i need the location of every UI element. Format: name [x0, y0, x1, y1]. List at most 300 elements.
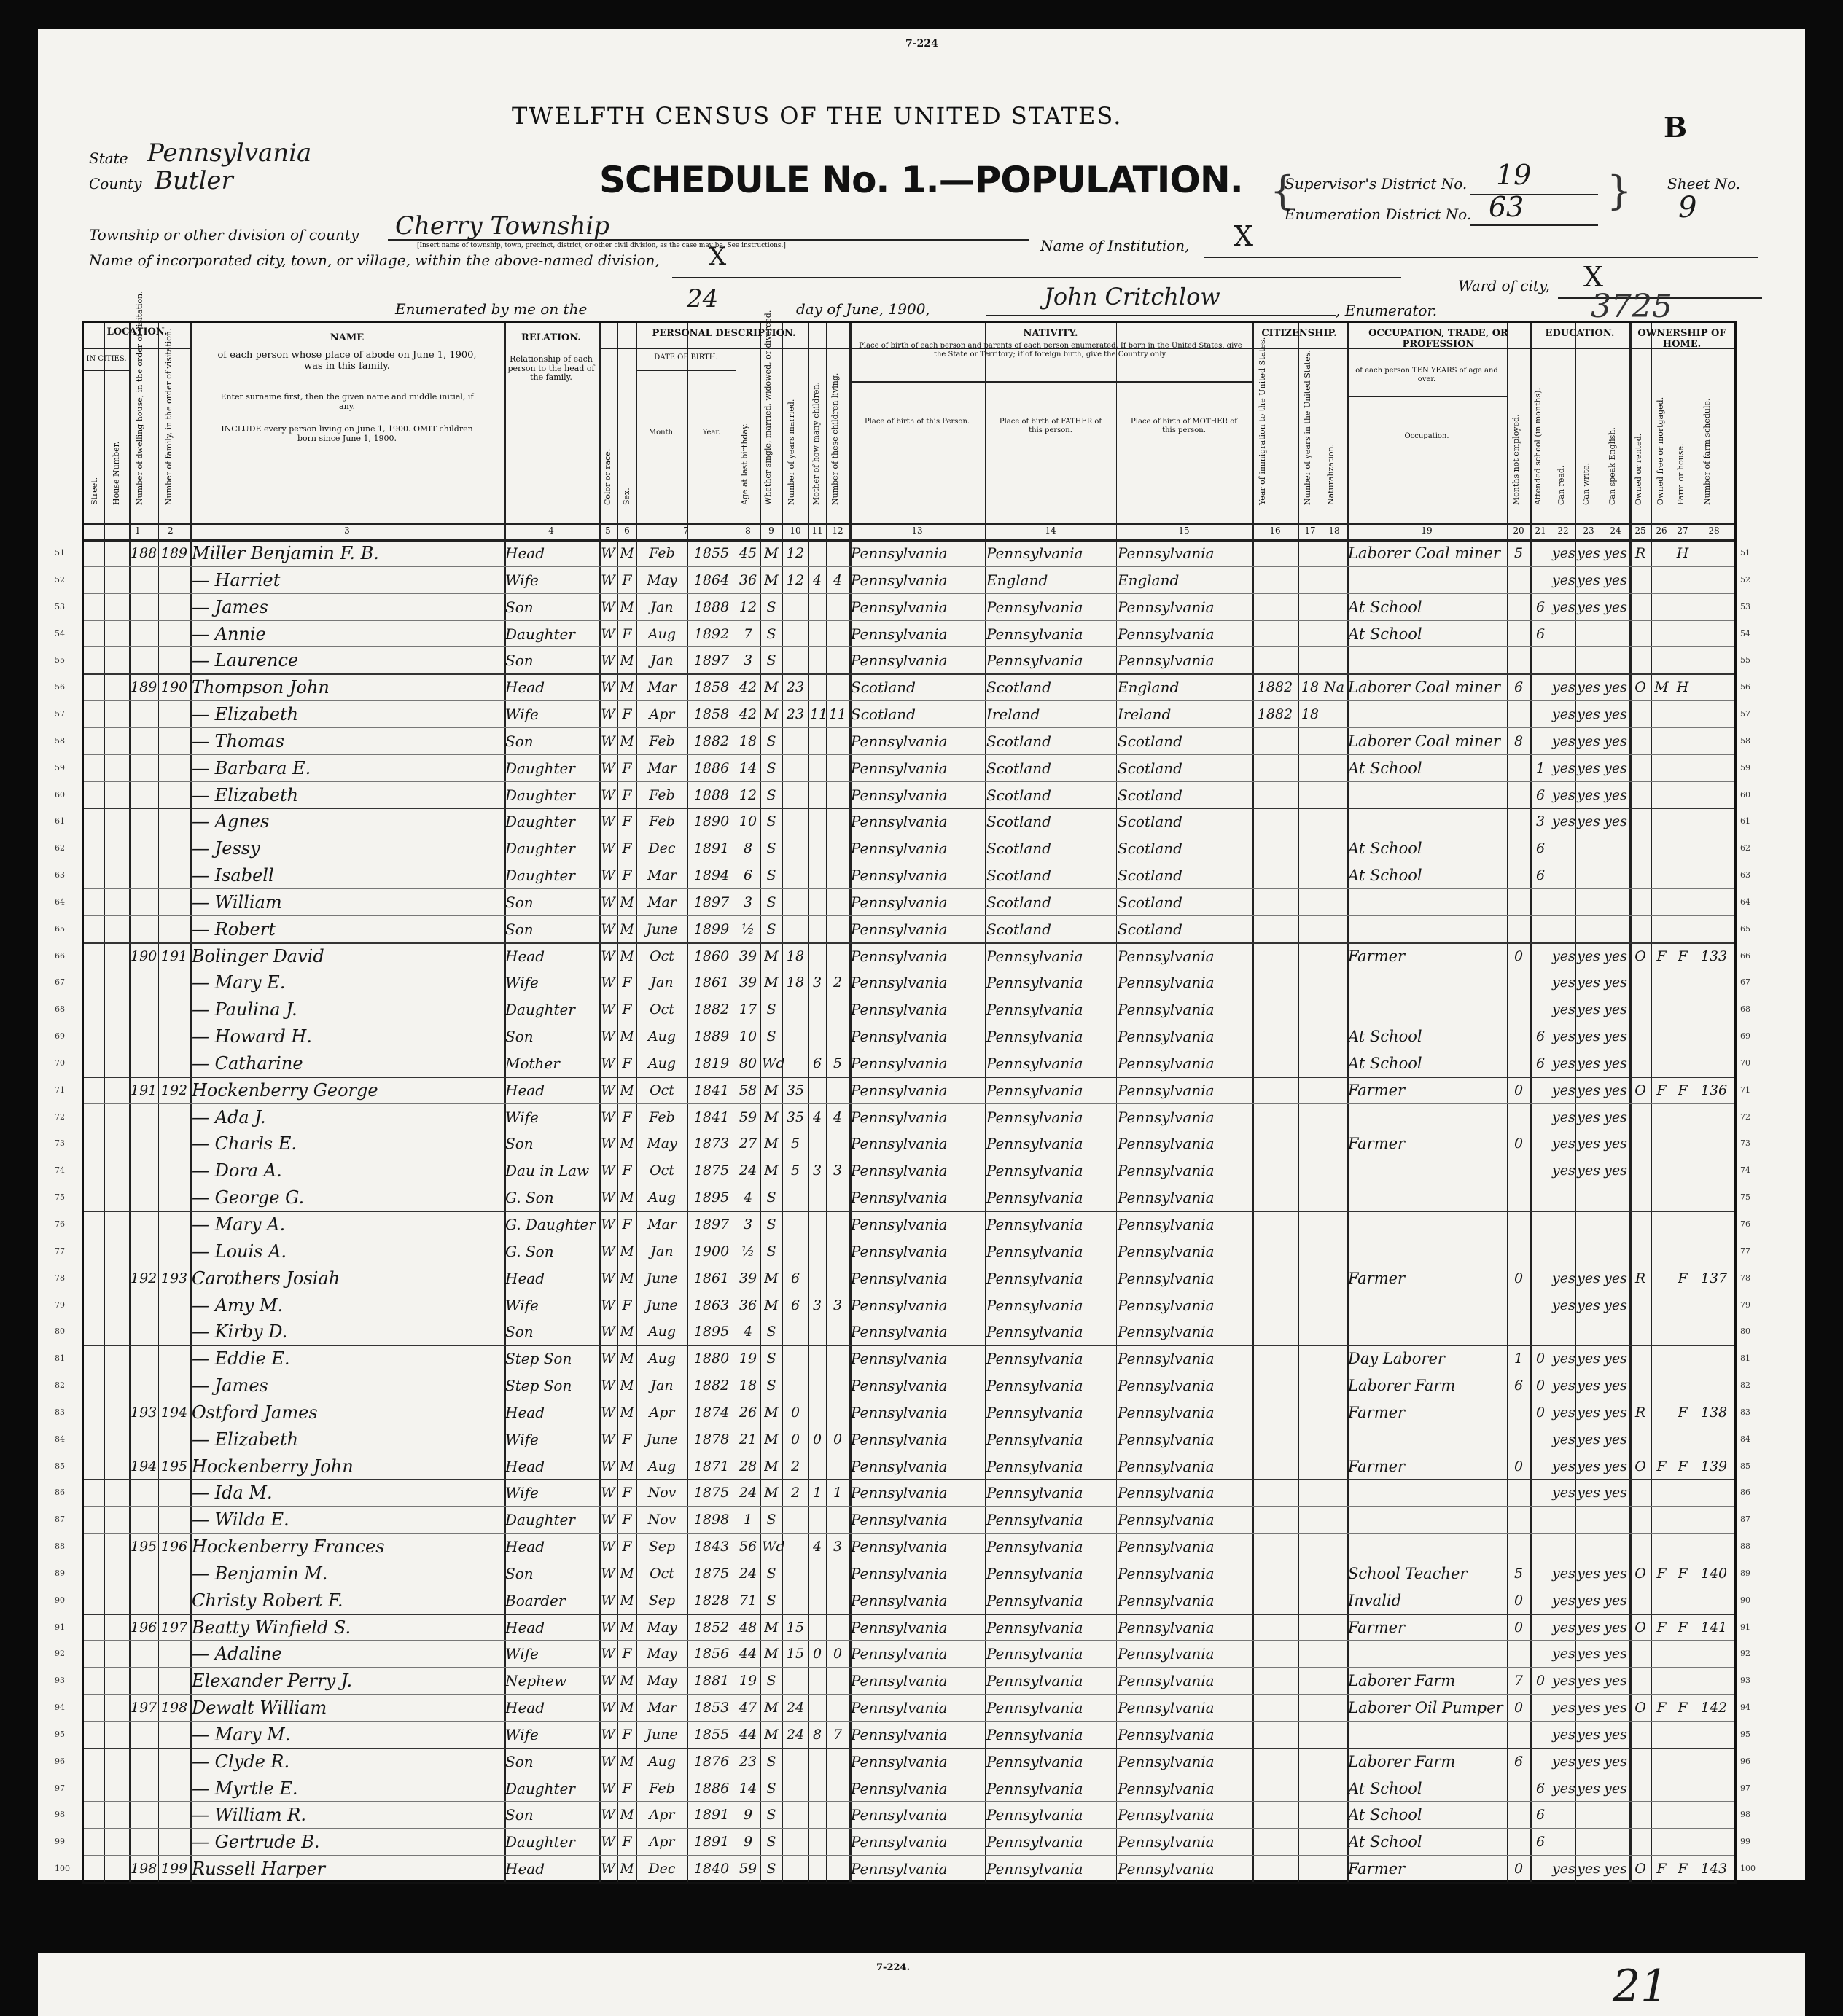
cell-color: W: [601, 1404, 615, 1421]
cell-write: yes: [1577, 598, 1600, 615]
cell-own: [1631, 1105, 1650, 1130]
header-can-speak: Can speak English.: [1608, 427, 1617, 505]
cell-bf: Pennsylvania: [986, 1081, 1083, 1099]
cell-free: F: [1656, 1619, 1667, 1636]
cell-imm: [1253, 1319, 1297, 1345]
column-divider: [826, 323, 827, 1882]
column-divider: [687, 323, 688, 1882]
cell-imm: [1253, 890, 1297, 915]
cell-bm: Pennsylvania: [1118, 1081, 1215, 1099]
line-number-left: 51: [55, 548, 65, 558]
cell-speak: yes: [1604, 1485, 1627, 1501]
cell-fam: 192: [160, 1082, 188, 1098]
cell-moc: [810, 836, 825, 862]
cell-write: [1577, 1802, 1600, 1828]
cell-occ: Laborer Coal miner: [1348, 679, 1500, 697]
cell-write: yes: [1577, 706, 1600, 723]
cell-fam: [160, 1212, 189, 1238]
cell-month: Sep: [648, 1539, 676, 1555]
cell-moc: [810, 1802, 825, 1828]
cell-bp: Pennsylvania: [851, 893, 948, 911]
line-number-right: 63: [1740, 870, 1750, 880]
cell-bf: Scotland: [986, 732, 1051, 750]
cell-imm: 1882: [1257, 706, 1293, 723]
cell-age: 39: [739, 1270, 757, 1286]
column-divider: [1575, 323, 1576, 1882]
cell-write: yes: [1577, 1404, 1600, 1421]
cell-fam: [160, 1293, 189, 1318]
cell-sex: M: [620, 652, 634, 669]
row-rule: [84, 1855, 1734, 1856]
cell-sex: F: [622, 1539, 632, 1555]
cell-sex: M: [620, 1592, 634, 1609]
cell-read: yes: [1552, 706, 1575, 723]
cell-speak: [1603, 622, 1628, 647]
cell-unemp: 0: [1513, 948, 1524, 964]
cell-age: 47: [739, 1700, 757, 1716]
cell-color: W: [601, 1539, 615, 1555]
cell-name: — Myrtle E.: [192, 1778, 298, 1799]
cell-year: 1890: [693, 813, 730, 830]
cell-ym: [784, 1561, 807, 1587]
cell-age: 18: [739, 1378, 757, 1394]
cell-school: [1532, 1078, 1549, 1103]
cell-farm: [1673, 970, 1692, 996]
cell-read: yes: [1552, 1700, 1575, 1716]
cell-ym: 12: [786, 545, 805, 561]
cell-bp: Pennsylvania: [851, 1162, 948, 1180]
cell-liv: [827, 1561, 848, 1587]
next-sheet-edge: [38, 1953, 1805, 2016]
cell-write: [1577, 1534, 1600, 1560]
cell-year: 1888: [693, 598, 730, 615]
cell-rel: Head: [505, 1860, 545, 1878]
line-number-right: 74: [1740, 1165, 1750, 1176]
cell-mar: M: [764, 1485, 779, 1501]
cell-sex: F: [622, 1646, 632, 1663]
institution-underline: [1204, 257, 1758, 258]
cell-month: Apr: [649, 706, 675, 723]
cell-own: [1631, 729, 1650, 754]
cell-bp: Pennsylvania: [851, 947, 948, 965]
cell-school: 3: [1535, 813, 1546, 830]
cell-ym: [784, 1212, 807, 1238]
cell-mar: S: [766, 1216, 776, 1232]
cell-ym: 15: [786, 1619, 805, 1636]
cell-month: Dec: [648, 840, 676, 857]
column-number: 27: [1677, 526, 1688, 536]
cell-unemp: 7: [1513, 1673, 1524, 1689]
column-divider: [636, 323, 637, 1882]
cell-read: yes: [1552, 1163, 1575, 1179]
cell-occ: Farmer: [1348, 1457, 1406, 1475]
cell-unemp: [1508, 1722, 1529, 1748]
cell-rel: G. Son: [505, 1242, 554, 1260]
cell-fs: [1695, 1105, 1733, 1130]
cell-year: 1894: [693, 867, 730, 884]
cell-write: yes: [1577, 1646, 1600, 1663]
line-number-left: 85: [55, 1461, 65, 1471]
cell-free: [1653, 1293, 1670, 1318]
cell-unemp: 0: [1513, 1861, 1524, 1878]
cell-imm: [1253, 1158, 1297, 1184]
township-label: Township or other division of county: [89, 226, 359, 243]
cell-nat: [1323, 1158, 1345, 1184]
cell-yus: [1300, 1776, 1320, 1802]
incorporated-value: X: [709, 242, 727, 271]
cell-dw: [130, 1722, 157, 1748]
cell-mar: M: [764, 1082, 779, 1098]
cell-name: — Paulina J.: [192, 999, 297, 1020]
cell-month: May: [647, 1619, 677, 1636]
cell-mar: S: [766, 894, 776, 910]
cell-read: yes: [1552, 1028, 1575, 1045]
relation-header: RELATION.: [521, 332, 581, 343]
cell-own: [1631, 1131, 1650, 1157]
cell-imm: [1253, 1695, 1297, 1721]
cell-mar: M: [764, 1700, 779, 1716]
line-number-left: 91: [55, 1622, 65, 1632]
cell-year: 1863: [693, 1297, 730, 1313]
cell-fam: [160, 568, 189, 593]
cell-speak: yes: [1604, 1109, 1627, 1125]
cell-nat: [1323, 1561, 1345, 1587]
cell-color: W: [601, 1055, 615, 1071]
line-number-right: 80: [1740, 1327, 1750, 1337]
cell-free: [1653, 783, 1670, 808]
cell-dw: [130, 890, 157, 915]
cell-rel: Daughter: [505, 625, 575, 643]
line-number-left: 52: [55, 574, 65, 585]
cell-name: — Kirby D.: [192, 1321, 288, 1343]
cell-fam: [160, 1373, 189, 1399]
cell-rel: Daughter: [505, 759, 575, 777]
cell-write: [1577, 1212, 1600, 1238]
line-number-left: 86: [55, 1488, 65, 1498]
cell-mar: S: [766, 1565, 776, 1582]
cell-unemp: [1508, 1051, 1529, 1077]
stamp-number: 3725: [1591, 288, 1672, 325]
line-number-left: 93: [55, 1676, 65, 1686]
cell-fs: [1695, 1829, 1733, 1855]
cell-bp: Pennsylvania: [851, 1591, 948, 1609]
cell-ym: 23: [786, 679, 805, 696]
cell-own: [1631, 1668, 1650, 1694]
cell-occ: Laborer Coal miner: [1348, 732, 1500, 750]
cell-free: [1653, 1051, 1670, 1077]
cell-read: yes: [1552, 1270, 1575, 1286]
cell-nat: [1323, 783, 1345, 808]
line-number-left: 82: [55, 1380, 65, 1391]
cell-school: [1532, 1507, 1549, 1533]
name-header: NAME: [330, 332, 365, 343]
cell-liv: [827, 1749, 848, 1775]
cell-rel: Daughter: [505, 867, 575, 885]
cell-yus: [1300, 1400, 1320, 1426]
cell-liv: [827, 675, 848, 700]
cell-farm: F: [1678, 1458, 1688, 1474]
cell-color: W: [601, 1270, 615, 1286]
cell-own: O: [1634, 1082, 1646, 1098]
cell-write: yes: [1577, 974, 1600, 991]
cell-month: Oct: [650, 948, 674, 964]
line-number-left: 80: [55, 1327, 65, 1337]
cell-free: [1653, 595, 1670, 620]
cell-month: Jan: [650, 1378, 674, 1394]
cell-read: [1552, 1212, 1574, 1238]
cell-rel: Wife: [505, 1108, 539, 1126]
cell-age: 42: [739, 706, 757, 723]
cell-read: yes: [1552, 1082, 1575, 1098]
cell-year: 1898: [693, 1512, 730, 1528]
cell-write: yes: [1577, 1055, 1600, 1071]
cell-unemp: [1508, 702, 1529, 727]
cell-mar: S: [766, 1780, 776, 1797]
cell-moc: [810, 890, 825, 915]
cell-bp: Pennsylvania: [851, 1484, 948, 1502]
cell-unemp: 6: [1513, 679, 1524, 696]
row-rule: [84, 1103, 1734, 1104]
cell-color: W: [601, 1136, 615, 1152]
cell-free: [1653, 1668, 1670, 1694]
cell-occ: At School: [1348, 1054, 1422, 1072]
cell-own: [1631, 595, 1650, 620]
cell-ym: 18: [786, 948, 805, 964]
column-number: 13: [911, 526, 923, 536]
cell-nat: [1323, 1695, 1345, 1721]
cell-school: [1532, 1266, 1549, 1292]
cell-color: W: [601, 1807, 615, 1824]
cell-liv: [827, 1588, 848, 1614]
cell-rel: Head: [505, 1538, 545, 1556]
cell-dw: [130, 917, 157, 942]
header-mother-of: Mother of how many children.: [811, 382, 821, 505]
cell-farm: [1673, 1024, 1692, 1050]
line-number-right: 61: [1740, 816, 1750, 827]
cell-ym: [784, 1802, 807, 1828]
line-number-left: 99: [55, 1837, 65, 1847]
header-dwelling: Number of dwelling house, in the order of visitation.: [135, 291, 144, 505]
cell-farm: [1673, 809, 1692, 835]
line-number-right: 90: [1740, 1595, 1750, 1605]
line-number-right: 79: [1740, 1300, 1750, 1310]
cell-nat: [1323, 1480, 1345, 1506]
cell-farm: F: [1678, 1404, 1688, 1421]
line-number-right: 83: [1740, 1407, 1750, 1417]
enumerated-day: 24: [687, 284, 719, 313]
cell-color: W: [601, 1512, 615, 1528]
cell-occ: Laborer Oil Pumper: [1348, 1699, 1503, 1717]
cell-ym: 35: [786, 1109, 805, 1125]
cell-moc: [810, 1776, 825, 1802]
cell-mar: Wd: [762, 1539, 785, 1555]
cell-fs: 137: [1700, 1270, 1728, 1286]
column-divider: [808, 323, 809, 1882]
cell-moc: [810, 1829, 825, 1855]
cell-mar: M: [764, 1109, 779, 1125]
cell-free: [1653, 970, 1670, 996]
line-number-right: 89: [1740, 1568, 1750, 1578]
cell-liv: [827, 1668, 848, 1694]
cell-bm: Pennsylvania: [1118, 1806, 1215, 1824]
cell-age: 10: [739, 1028, 757, 1045]
column-divider: [1651, 323, 1652, 1882]
cell-year: 1858: [693, 679, 730, 696]
cell-bf: Pennsylvania: [986, 598, 1083, 616]
cell-ym: 0: [790, 1404, 800, 1421]
cell-dw: [130, 1319, 157, 1345]
cell-color: W: [601, 1001, 615, 1018]
cell-rel: Son: [505, 1323, 534, 1341]
cell-year: 1895: [693, 1324, 730, 1340]
cell-sex: M: [620, 1700, 634, 1716]
cell-ym: [784, 1346, 807, 1372]
cell-imm: [1253, 1212, 1297, 1238]
cell-imm: [1253, 1266, 1297, 1292]
cell-farm: [1673, 1802, 1692, 1828]
cell-color: W: [601, 545, 615, 561]
cell-bp: Pennsylvania: [851, 1779, 948, 1797]
cell-speak: [1603, 863, 1628, 888]
cell-name: — Ada J.: [192, 1106, 266, 1128]
cell-yus: [1300, 1802, 1320, 1828]
cell-school: 6: [1535, 625, 1546, 642]
cell-dw: [130, 756, 157, 781]
cell-farm: [1673, 1105, 1692, 1130]
column-divider: [985, 323, 986, 1882]
cell-name: — Adaline: [192, 1644, 282, 1665]
cell-read: yes: [1552, 974, 1575, 991]
cell-imm: [1253, 595, 1297, 620]
cell-nat: [1323, 1749, 1345, 1775]
cell-bm: Pennsylvania: [1118, 1564, 1215, 1582]
cell-moc: 4: [812, 1539, 822, 1555]
cell-year: 1891: [693, 1834, 730, 1851]
column-number: 24: [1610, 526, 1621, 536]
cell-own: [1631, 568, 1650, 593]
cell-imm: [1253, 917, 1297, 942]
cell-free: [1653, 1373, 1670, 1399]
cell-yus: [1300, 1293, 1320, 1318]
cell-moc: [810, 863, 825, 888]
cell-fs: [1695, 1588, 1733, 1614]
cell-year: 1882: [693, 1378, 730, 1394]
cell-imm: [1253, 648, 1297, 673]
cell-speak: yes: [1604, 974, 1627, 991]
cell-bm: Pennsylvania: [1118, 1323, 1215, 1341]
cell-occ: [1348, 1641, 1505, 1667]
cell-school: 6: [1535, 1807, 1546, 1824]
header-free-mortgaged: Owned free or mortgaged.: [1656, 396, 1665, 505]
cell-farm: [1673, 1507, 1692, 1533]
cell-year: 1882: [693, 732, 730, 749]
occupation-subheader: Occupation.: [1404, 432, 1449, 440]
cell-unemp: [1508, 1185, 1529, 1211]
personal-header: PERSONAL DESCRIPTION.: [652, 328, 796, 339]
cell-name: — Mary M.: [192, 1724, 291, 1745]
enumerated-label-2: day of June, 1900,: [796, 300, 930, 318]
cell-bf: Pennsylvania: [986, 1323, 1083, 1341]
line-number-right: 93: [1740, 1676, 1750, 1686]
cell-own: [1631, 1588, 1650, 1614]
cell-speak: yes: [1604, 706, 1627, 723]
line-number-right: 77: [1740, 1246, 1750, 1256]
cell-sex: M: [620, 732, 634, 749]
cell-year: 1856: [693, 1646, 730, 1663]
cell-age: 19: [739, 1351, 757, 1367]
cell-own: [1631, 1534, 1650, 1560]
cell-bf: Pennsylvania: [986, 947, 1083, 965]
cell-unemp: [1508, 1319, 1529, 1345]
cell-color: W: [601, 1351, 615, 1367]
line-number-right: 54: [1740, 628, 1750, 638]
cell-speak: yes: [1604, 1001, 1627, 1018]
cell-yus: [1300, 648, 1320, 673]
state-value: Pennsylvania: [147, 138, 312, 168]
cell-fs: [1695, 1480, 1733, 1506]
cell-month: Aug: [647, 1189, 677, 1206]
cell-read: yes: [1552, 786, 1575, 803]
column-number: 17: [1304, 526, 1316, 536]
cell-mar: S: [766, 1001, 776, 1018]
cell-unemp: [1508, 1802, 1529, 1828]
header-months-unemployed: Months not employed.: [1511, 414, 1521, 505]
header-can-read: Can read.: [1556, 465, 1566, 505]
cell-speak: yes: [1604, 1592, 1627, 1609]
cell-bm: Pennsylvania: [1118, 625, 1215, 643]
cell-rel: Son: [505, 1564, 534, 1582]
cell-mar: M: [764, 679, 779, 696]
cell-nat: [1323, 1534, 1345, 1560]
cell-yus: [1300, 568, 1320, 593]
cell-bm: Pennsylvania: [1118, 1672, 1215, 1690]
cell-name: — Gertrude B.: [192, 1832, 320, 1853]
cell-free: [1653, 1346, 1670, 1372]
cell-moc: [810, 1615, 825, 1641]
cell-farm: F: [1678, 1619, 1688, 1636]
cell-year: 1841: [693, 1109, 730, 1125]
cell-year: 1858: [693, 706, 730, 723]
line-number-right: 69: [1740, 1031, 1750, 1042]
cell-ym: 35: [786, 1082, 805, 1098]
cell-liv: [827, 1802, 848, 1828]
cell-fs: 142: [1700, 1700, 1728, 1716]
cell-bf: Pennsylvania: [986, 1430, 1083, 1448]
cell-speak: yes: [1604, 571, 1627, 588]
cell-fs: [1695, 1024, 1733, 1050]
sheet-label: Sheet No.: [1667, 175, 1741, 192]
cell-liv: [827, 541, 848, 566]
cell-ym: [784, 1373, 807, 1399]
cell-nat: [1323, 1507, 1345, 1533]
cell-fs: 139: [1700, 1458, 1728, 1474]
cell-rel: Nephew: [505, 1672, 566, 1690]
cell-unemp: [1508, 1158, 1529, 1184]
cell-month: Aug: [647, 1458, 677, 1474]
cell-farm: [1673, 890, 1692, 915]
cell-write: yes: [1577, 679, 1600, 696]
enumerator-name: John Critchlow: [1044, 283, 1220, 310]
cell-moc: 0: [812, 1646, 822, 1663]
cell-liv: 3: [833, 1539, 843, 1555]
cell-mar: S: [766, 786, 776, 803]
cell-nat: [1323, 1829, 1345, 1855]
cell-fam: 198: [160, 1700, 188, 1716]
cell-sex: F: [622, 571, 632, 588]
cell-farm: [1673, 1722, 1692, 1748]
cell-liv: 11: [828, 706, 847, 723]
cell-fam: [160, 622, 189, 647]
